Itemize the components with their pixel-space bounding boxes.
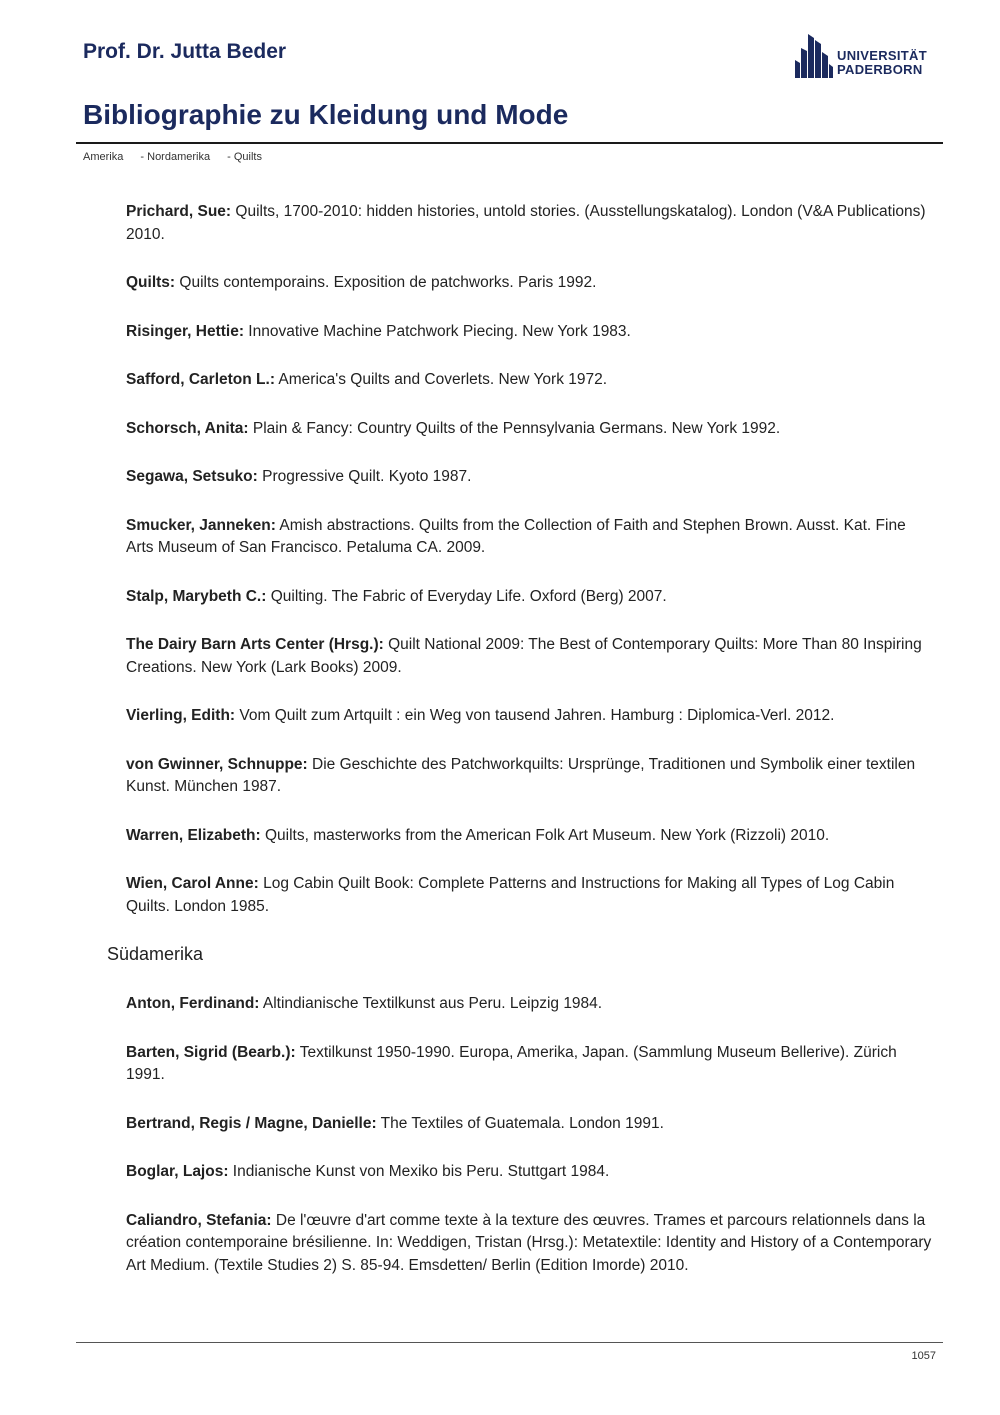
- footer-divider: [76, 1342, 943, 1343]
- entry-author: Warren, Elizabeth:: [126, 826, 261, 844]
- bibliography-entry: [126, 369, 936, 392]
- bibliography-entry: [126, 634, 936, 679]
- bibliography-entry: [126, 515, 936, 560]
- entry-list-nordamerika: [126, 201, 936, 944]
- entry-text: Amish abstractions. Quilts from the Collection of Faith and Stephen Brown. Ausst. Kat. Fine Arts Museum of San Francisco. Petaluma CA. 2009.: [126, 516, 906, 556]
- page-number: 1057: [911, 1350, 936, 1362]
- bibliography-entry: [126, 705, 936, 728]
- author-name: Prof. Dr. Jutta Beder: [83, 40, 287, 63]
- university-logo: [794, 32, 934, 80]
- entry-author: Risinger, Hettie:: [126, 322, 244, 340]
- document-title: Bibliographie zu Kleidung und Mode: [83, 99, 569, 130]
- breadcrumb-item: - Quilts: [227, 151, 262, 163]
- entry-author: Boglar, Lajos:: [126, 1163, 229, 1180]
- entry-text: Quilts, 1700-2010: hidden histories, untold stories. (Ausstellungskatalog). London (V&A Publications) 2010.: [126, 203, 926, 243]
- bibliography-entry: [126, 873, 936, 918]
- bibliography-entry: [126, 466, 936, 489]
- entry-list-suedamerika: [126, 993, 936, 1303]
- entry-author: Anton, Ferdinand:: [126, 995, 260, 1012]
- entry-author: Wien, Carol Anne:: [126, 875, 259, 892]
- entry-text: Indianische Kunst von Mexiko bis Peru. Stuttgart 1984.: [228, 1163, 610, 1180]
- entry-text: Innovative Machine Patchwork Piecing. New York 1983.: [244, 322, 631, 340]
- bibliography-entry: [126, 321, 936, 344]
- bibliography-entry: [126, 754, 936, 799]
- breadcrumb-item: Amerika: [83, 151, 124, 163]
- entry-text: Quilts, masterworks from the American Folk Art Museum. New York (Rizzoli) 2010.: [260, 826, 830, 844]
- entry-author: Caliandro, Stefania:: [126, 1211, 272, 1229]
- bibliography-entry: [126, 825, 936, 848]
- entry-author: Smucker, Janneken:: [126, 516, 276, 534]
- section-heading-suedamerika: Südamerika: [107, 944, 204, 964]
- entry-text: De l'œuvre d'art comme texte à la texture des œuvres. Trames et parcours relationnels dans la création contemporaine brésilienne. In: Weddigen, Tristan (Hrsg.): Metatextile: Identity and History of a Contemporary Art Medium. (Textile Studies 2) S. 85-94. Emsdetten/ Berlin (Edition Imorde) 2010.: [126, 1211, 932, 1274]
- bibliography-entry: [126, 586, 936, 609]
- title-divider: [76, 142, 943, 144]
- entry-author: Barten, Sigrid (Bearb.):: [126, 1043, 296, 1061]
- entry-author: Segawa, Setsuko:: [126, 468, 258, 485]
- entry-author: von Gwinner, Schnuppe:: [126, 755, 308, 773]
- entry-author: Bertrand, Regis / Magne, Danielle:: [126, 1114, 377, 1132]
- breadcrumb: [83, 151, 276, 163]
- bibliography-entry: [126, 993, 936, 1016]
- bibliography-entry: [126, 201, 936, 246]
- logo-line-1: UNIVERSITÄT: [837, 48, 927, 63]
- logo-line-2: PADERBORN: [837, 62, 923, 77]
- entry-author: Stalp, Marybeth C.:: [126, 587, 267, 605]
- entry-text: Textilkunst 1950-1990. Europa, Amerika, Japan. (Sammlung Museum Bellerive). Zürich 1991.: [126, 1043, 897, 1083]
- bibliography-entry: [126, 272, 936, 295]
- entry-text: Die Geschichte des Patchworkquilts: Ursprünge, Traditionen und Symbolik einer textilen Kunst. München 1987.: [126, 755, 916, 795]
- entry-text: Log Cabin Quilt Book: Complete Patterns and Instructions for Making all Types of Log Cabin Quilts. London 1985.: [126, 875, 895, 915]
- entry-author: Quilts:: [126, 274, 176, 291]
- bibliography-entry: [126, 1042, 936, 1087]
- entry-text: Quilts contemporains. Exposition de patchworks. Paris 1992.: [175, 274, 597, 291]
- university-logo-text: [837, 49, 927, 77]
- entry-text: Vom Quilt zum Artquilt : ein Weg von tausend Jahren. Hamburg : Diplomica-Verl. 2012.: [235, 707, 835, 724]
- entry-text: Plain & Fancy: Country Quilts of the Pennsylvania Germans. New York 1992.: [248, 419, 781, 437]
- entry-author: Prichard, Sue:: [126, 203, 232, 220]
- entry-text: Progressive Quilt. Kyoto 1987.: [257, 468, 472, 485]
- university-logo-icon: [794, 32, 834, 80]
- bibliography-entry: [126, 1113, 936, 1136]
- entry-author: Schorsch, Anita:: [126, 419, 249, 437]
- bibliography-entry: [126, 1161, 936, 1184]
- entry-text: The Textiles of Guatemala. London 1991.: [376, 1114, 664, 1132]
- entry-author: Safford, Carleton L.:: [126, 371, 275, 388]
- entry-text: Quilting. The Fabric of Everyday Life. Oxford (Berg) 2007.: [266, 587, 667, 605]
- bibliography-entry: [126, 1210, 936, 1278]
- entry-text: Quilt National 2009: The Best of Contemporary Quilts: More Than 80 Inspiring Creations. New York (Lark Books) 2009.: [126, 636, 922, 676]
- entry-text: Altindianische Textilkunst aus Peru. Leipzig 1984.: [259, 995, 603, 1012]
- bibliography-entry: [126, 418, 936, 441]
- entry-author: Vierling, Edith:: [126, 707, 236, 724]
- entry-author: The Dairy Barn Arts Center (Hrsg.):: [126, 636, 384, 653]
- entry-text: America's Quilts and Coverlets. New York 1972.: [274, 371, 608, 388]
- breadcrumb-item: - Nordamerika: [140, 151, 211, 163]
